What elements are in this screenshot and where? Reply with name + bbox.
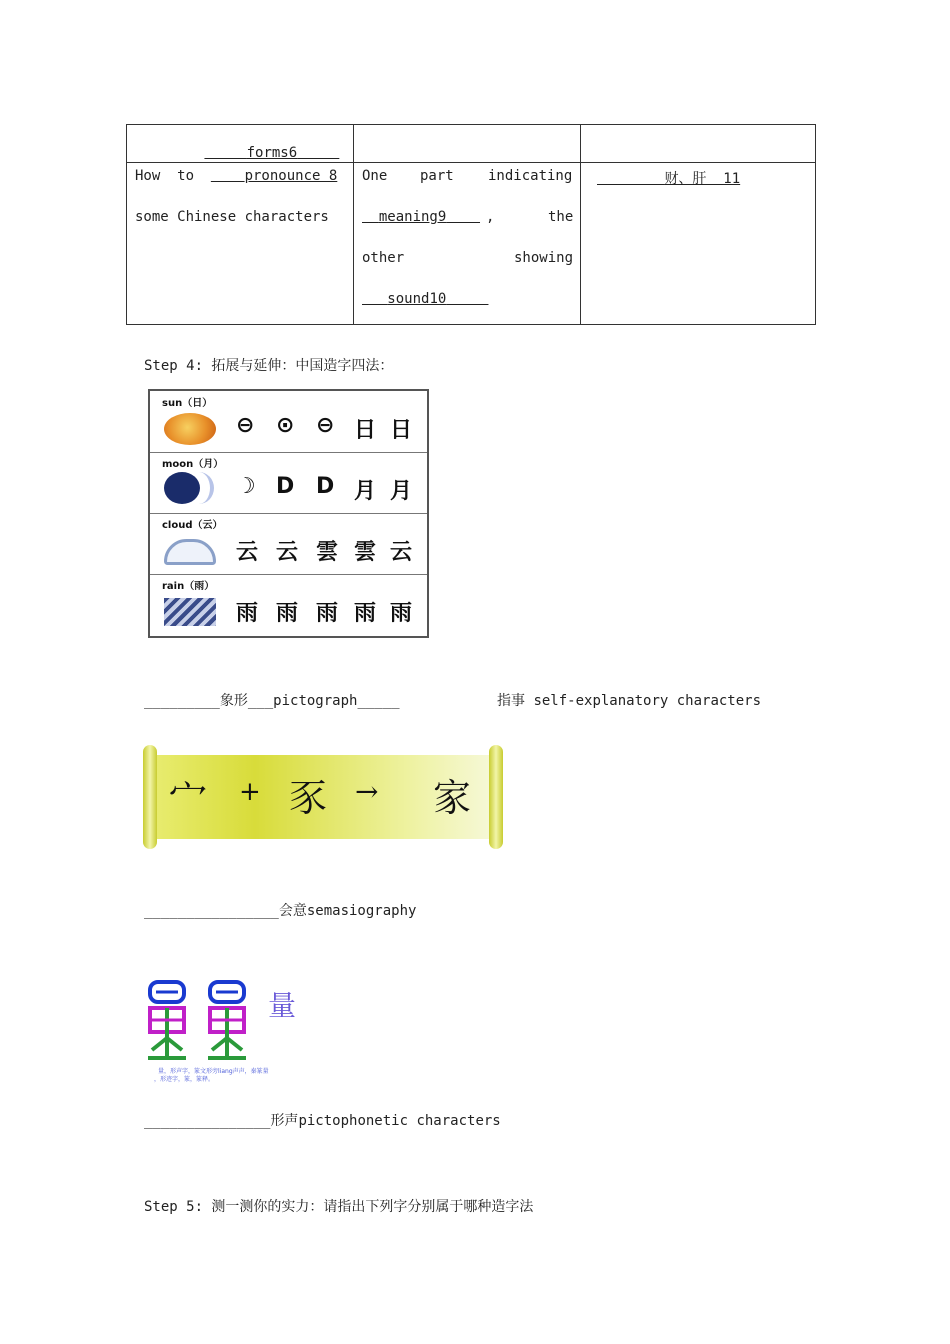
glyph: 雲 <box>354 540 377 565</box>
cell-text: part <box>420 168 454 184</box>
row-label: sun（日） <box>162 398 213 409</box>
table-cell <box>581 125 816 163</box>
seal-script-glyphs <box>144 978 264 1066</box>
glyph: 月 <box>354 479 377 504</box>
cloud-photo-icon <box>164 539 216 565</box>
glyph: 雨 <box>316 601 339 626</box>
glyph: ⊖ <box>316 413 335 438</box>
arrow-glyph: → <box>355 775 379 808</box>
radical-glyph: 宀 <box>169 776 208 820</box>
evolution-row-sun <box>150 391 427 453</box>
image-caption: 量，形声字，篆文形旁liang声声，秦篆量 <box>158 1068 269 1075</box>
step5-heading: Step 5: 测一测你的实力：请指出下列字分别属于哪种造字法 <box>144 1199 534 1215</box>
glyph: ⊖ <box>236 413 255 438</box>
huiyi-line: ________________会意semasiography <box>144 903 417 919</box>
glyph: ☽ <box>236 474 256 499</box>
pictophonetic-image <box>144 978 304 1084</box>
scroll-left-roll <box>143 745 157 849</box>
table-row <box>127 125 816 163</box>
summary-table <box>126 124 816 325</box>
table-cell <box>127 163 354 325</box>
image-caption: ，形迹字，篆，篆释。 <box>154 1076 215 1083</box>
table-row <box>127 163 816 325</box>
row-label: cloud（云） <box>162 520 223 531</box>
glyph: 日 <box>354 418 377 443</box>
table-cell <box>354 163 581 325</box>
evolution-row-rain <box>150 574 427 635</box>
table-cell <box>354 125 581 163</box>
row-label: moon（月） <box>162 459 224 470</box>
cell-text: the <box>548 209 574 225</box>
character-evolution-image <box>148 389 429 638</box>
cell-text: showing <box>514 250 574 266</box>
cell-text: other <box>362 250 405 266</box>
glyph: 月 <box>390 479 413 504</box>
row-label: rain（雨） <box>162 581 215 592</box>
moon-crescent-icon <box>184 472 214 504</box>
cell-text: One <box>362 168 388 184</box>
step4-heading: Step 4: 拓展与延伸：中国造字四法： <box>144 358 394 374</box>
xingsheng-line: _______________形声pictophonetic characters <box>144 1113 501 1129</box>
semasiography-scroll-image <box>143 745 503 849</box>
glyph: D <box>316 474 335 499</box>
table-cell <box>581 163 816 325</box>
result-glyph: 家 <box>433 776 472 820</box>
glyph: 日 <box>390 418 413 443</box>
cell-text: How to pronounce 8 <box>135 168 338 184</box>
glyph: 雨 <box>354 601 377 626</box>
cell-text: indicating <box>488 168 573 184</box>
pictograph-line: _________象形___pictograph_____ <box>144 693 400 709</box>
glyph: ⊙ <box>276 413 295 438</box>
cell-text: some Chinese characters <box>135 209 329 225</box>
glyph: 雨 <box>276 601 299 626</box>
sun-photo-icon <box>164 413 216 445</box>
cell-text: , <box>486 209 495 225</box>
modern-character: 量 <box>268 989 297 1022</box>
evolution-row-moon <box>150 452 427 514</box>
glyph: 云 <box>390 540 413 565</box>
scroll-right-roll <box>489 745 503 849</box>
evolution-row-cloud <box>150 513 427 575</box>
component-glyph: 豕 <box>289 776 328 820</box>
rain-photo-icon <box>164 598 216 626</box>
glyph: D <box>276 474 295 499</box>
blank-meaning: meaning9 <box>378 209 447 225</box>
table-cell <box>127 125 354 163</box>
plus-glyph: + <box>239 777 261 807</box>
blank-sound: sound10 <box>387 291 447 307</box>
glyph: 雨 <box>390 601 413 626</box>
glyph: 雲 <box>316 540 339 565</box>
blank-examples: 财、肝 11 <box>664 171 741 187</box>
zhishi-line: 指事 self-explanatory characters <box>497 693 762 709</box>
blank-forms: forms6 <box>246 145 298 161</box>
glyph: 雨 <box>236 601 259 626</box>
glyph: 云 <box>236 540 259 565</box>
glyph: 云 <box>276 540 299 565</box>
